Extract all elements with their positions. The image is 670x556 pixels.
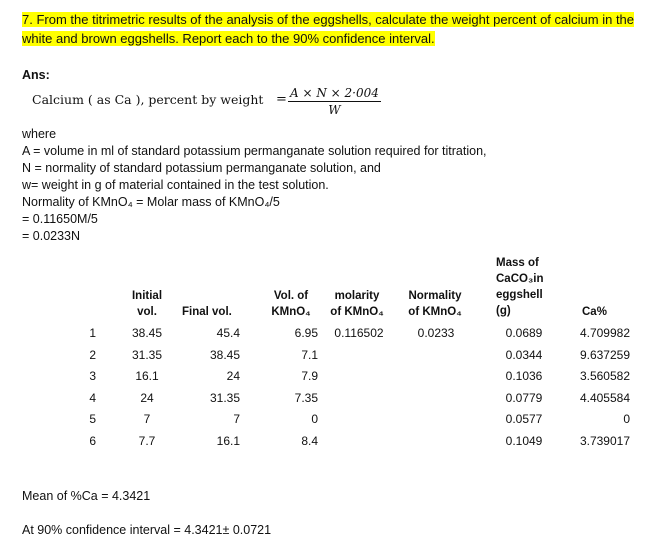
where-line: N = normality of standard potassium permanganate solution, and (22, 161, 381, 175)
cell-vol: 8.4 (301, 433, 318, 448)
cell-mass: 0.0577 (505, 412, 543, 426)
cell-n: 3 (89, 369, 96, 383)
cell-n: 5 (89, 412, 96, 426)
where-line: Normality of KMnO₄ = Molar mass of KMnO₄/5 (22, 195, 280, 209)
header-mass: Mass of CaCO₃in eggshell (g) (496, 257, 544, 317)
cell-final: 7 (233, 412, 240, 426)
cell-initial: 31.35 (131, 347, 163, 362)
cell-initial: 38.45 (131, 326, 163, 340)
formula-equals: = (276, 92, 287, 107)
formula-label: Calcium ( as Ca ), percent by weight (32, 92, 264, 107)
formula-numerator: A × N × 2·004 (290, 86, 379, 100)
answer-label: Ans: (22, 68, 50, 82)
cell-vol: 7.1 (301, 347, 318, 362)
cell-ca: 9.637259 (579, 347, 630, 362)
cell-ca: 3.560582 (579, 369, 630, 383)
cell-final: 45.4 (216, 326, 240, 340)
cell-initial: 7 (143, 412, 151, 426)
cell-final: 38.45 (209, 347, 240, 362)
cell-ca: 4.405584 (579, 390, 630, 405)
cell-ca: 0 (623, 412, 630, 426)
cell-vol: 7.9 (301, 369, 318, 383)
cell-n: 2 (89, 347, 96, 362)
where-line: = 0.11650M/5 (22, 212, 98, 226)
where-line: where (22, 127, 57, 141)
cell-mass: 0.0779 (505, 390, 543, 405)
cell-mass: 0.1049 (505, 433, 543, 448)
cell-mass: 0.0689 (505, 326, 543, 340)
where-line: = 0.0233N (22, 229, 81, 243)
cell-final: 31.35 (209, 390, 240, 405)
cell-final: 24 (226, 369, 240, 383)
cell-initial: 16.1 (135, 369, 159, 383)
cell-n: 1 (89, 326, 96, 340)
header-ca: Ca% (582, 306, 607, 318)
cell-molarity: 0.116502 (334, 326, 384, 340)
header-final: Final vol. (182, 306, 232, 318)
where-line: w= weight in g of material contained in the test solution. (22, 178, 329, 192)
header-molarity: molarity of KMnO₄ (330, 290, 384, 318)
header-initial: Initial vol. (131, 290, 163, 318)
confidence-result: At 90% confidence interval = 4.3421± 0.0721 (22, 523, 272, 537)
mean-result: Mean of %Ca = 4.3421 (22, 489, 151, 503)
cell-initial: 7.7 (138, 433, 156, 448)
question-text: 7. From the titrimetric results of the analysis of the eggshells, calculate the weight percent of calcium in the white and brown eggshells. Report each to the 90% confidence interval. (22, 12, 635, 46)
cell-vol: 6.95 (294, 326, 318, 340)
cell-n: 6 (89, 433, 96, 448)
cell-n: 4 (89, 390, 96, 405)
cell-normality: 0.0233 (417, 326, 455, 340)
header-vol: Vol. of KMnO₄ (271, 290, 311, 318)
cell-ca: 4.709982 (579, 326, 630, 340)
where-line: A = volume in ml of standard potassium permanganate solution required for titration, (22, 144, 487, 158)
formula-fraction (288, 86, 381, 117)
header-normality: Normality of KMnO₄ (408, 290, 462, 318)
cell-vol: 0 (311, 412, 318, 426)
cell-final: 16.1 (216, 433, 240, 448)
cell-initial: 24 (140, 390, 154, 405)
cell-mass: 0.0344 (505, 347, 543, 362)
cell-ca: 3.739017 (579, 433, 630, 448)
cell-mass: 0.1036 (505, 369, 543, 383)
cell-vol: 7.35 (294, 390, 318, 405)
formula-denominator: W (328, 103, 341, 117)
